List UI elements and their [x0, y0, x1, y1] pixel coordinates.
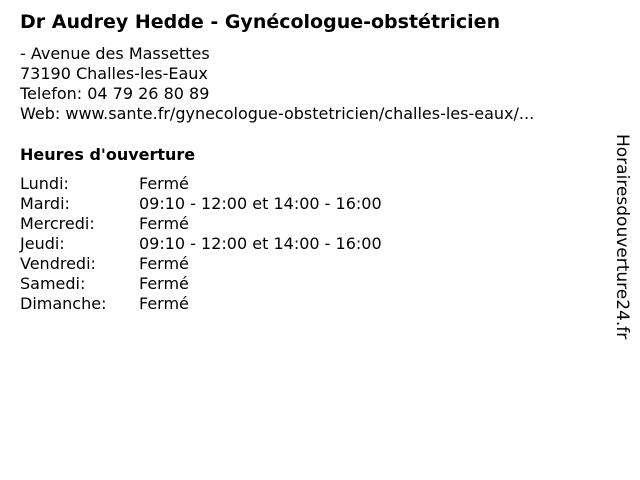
- page-title: Dr Audrey Hedde - Gynécologue-obstétricien: [20, 11, 501, 33]
- hours-value: Fermé: [139, 294, 189, 313]
- address-street: - Avenue des Massettes: [20, 44, 210, 63]
- hours-value: Fermé: [139, 254, 189, 273]
- hours-row-wednesday: [20, 214, 382, 234]
- address-city: 73190 Challes-les-Eaux: [20, 64, 208, 83]
- day-label: Vendredi:: [20, 254, 96, 273]
- hours-row-sunday: [20, 294, 382, 314]
- hours-value: Fermé: [139, 174, 189, 193]
- hours-row-friday: [20, 254, 382, 274]
- hours-value: Fermé: [139, 214, 189, 233]
- day-label: Mardi:: [20, 194, 70, 213]
- site-watermark: Horairesdouverture24.fr: [612, 134, 632, 340]
- day-label: Lundi:: [20, 174, 69, 193]
- hours-value: Fermé: [139, 274, 189, 293]
- opening-hours-heading: Heures d'ouverture: [20, 145, 196, 164]
- website-link[interactable]: Web: www.sante.fr/gynecologue-obstetricien/challes-les-eaux/...: [20, 104, 535, 123]
- hours-value: 09:10 - 12:00 et 14:00 - 16:00: [139, 194, 382, 213]
- day-label: Samedi:: [20, 274, 86, 293]
- day-label: Mercredi:: [20, 214, 95, 233]
- day-label: Jeudi:: [20, 234, 65, 253]
- day-label: Dimanche:: [20, 294, 107, 313]
- phone-number: Telefon: 04 79 26 80 89: [20, 84, 210, 103]
- hours-row-thursday: [20, 234, 382, 254]
- hours-value: 09:10 - 12:00 et 14:00 - 16:00: [139, 234, 382, 253]
- address-block: [20, 44, 534, 124]
- hours-row-tuesday: [20, 194, 382, 214]
- hours-row-saturday: [20, 274, 382, 294]
- opening-hours-table: [20, 174, 382, 314]
- hours-row-monday: [20, 174, 382, 194]
